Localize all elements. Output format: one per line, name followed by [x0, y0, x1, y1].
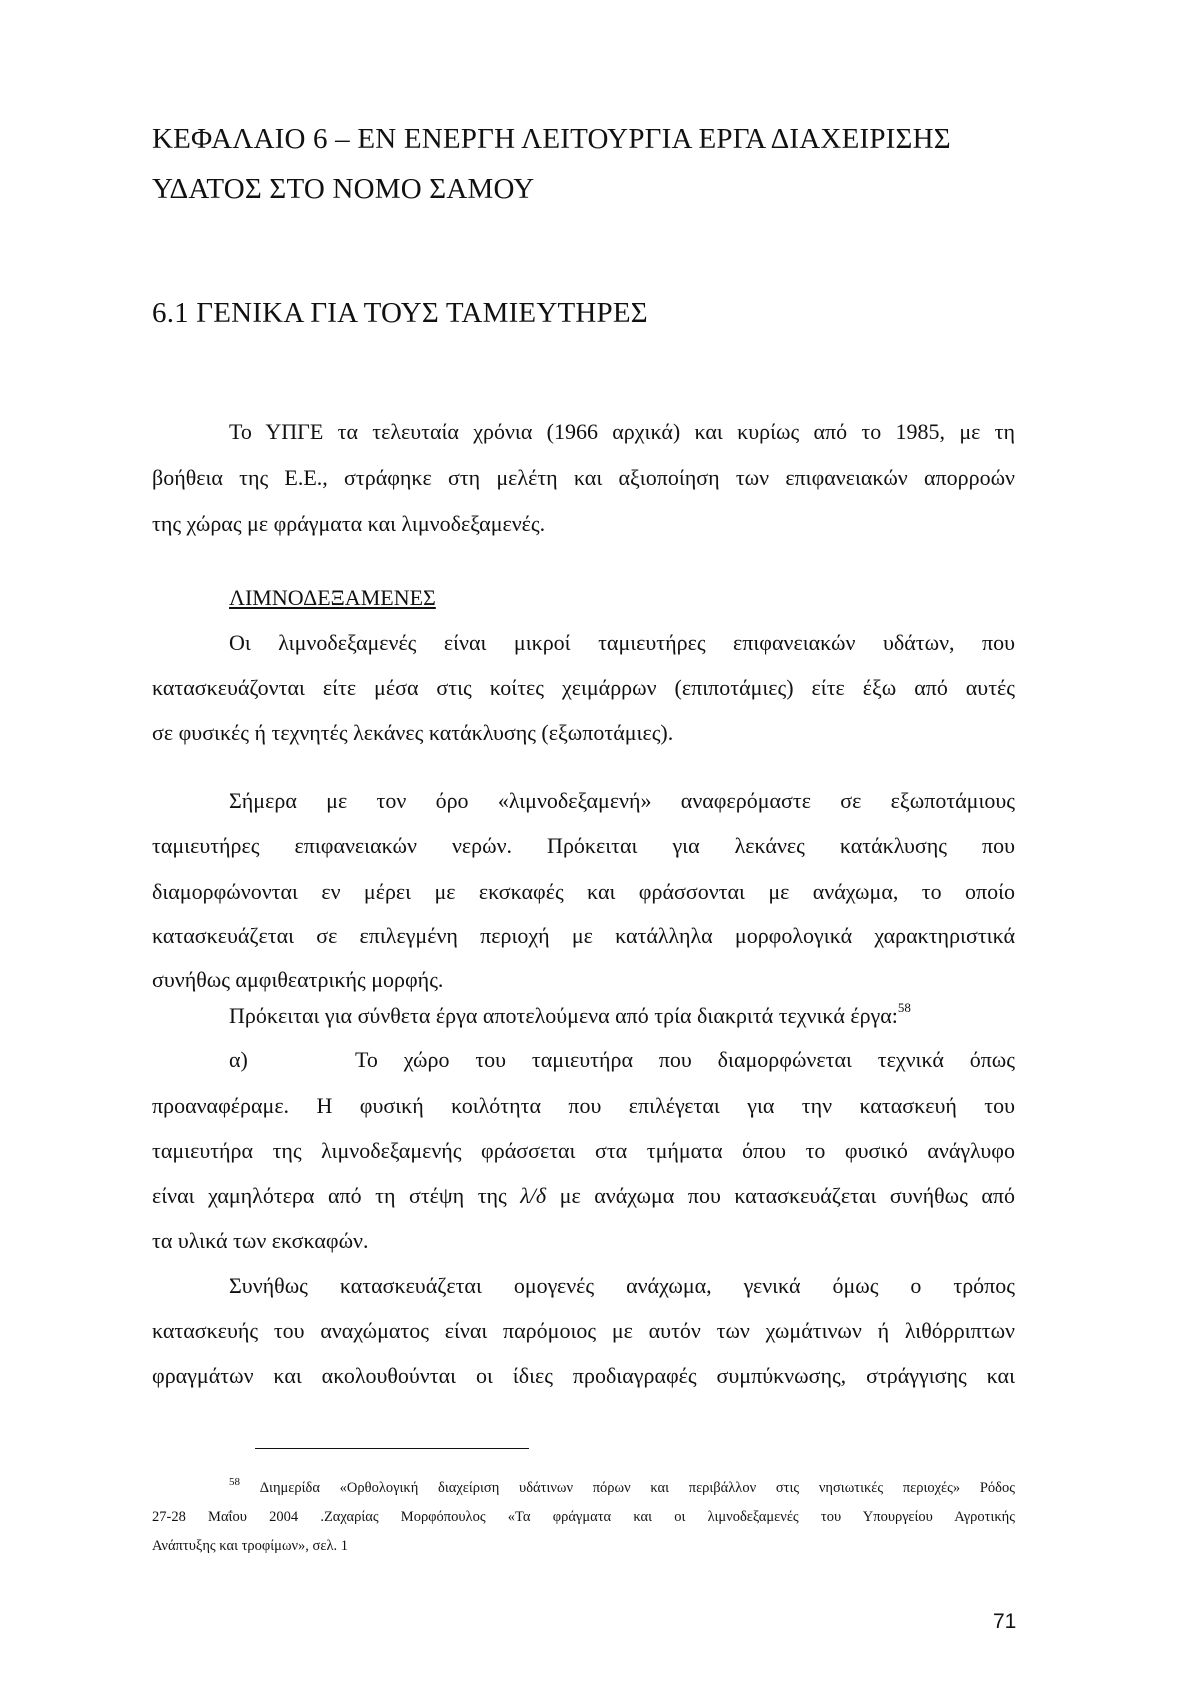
paragraph-text: Πρόκειται για σύνθετα έργα αποτελούμενα από τρία διακριτά τεχνικά έργα:: [229, 1003, 898, 1028]
footnote-line: Ανάπτυξης και τροφίμων», σελ. 1: [152, 1538, 348, 1554]
list-item-line: ταμιευτήρα της λιμνοδεξαμενής φράσσεται στα τμήματα όπου το φυσικό ανάγλυφο: [152, 1138, 1015, 1163]
paragraph-line: φραγμάτων και ακολουθούνται οι ίδιες προδιαγραφές συμπύκνωσης, στράγγισης και: [152, 1363, 1015, 1388]
paragraph-line: Οι λιμνοδεξαμενές είναι μικροί ταμιευτήρες επιφανειακών υδάτων, που: [229, 630, 1015, 655]
intro-line: της χώρας με φράγματα και λιμνοδεξαμενές.: [152, 511, 546, 536]
paragraph-line: ταμιευτήρες επιφανειακών νερών. Πρόκειται για λεκάνες κατάκλυσης που: [152, 833, 1015, 858]
intro-line: Το ΥΠΓΕ τα τελευταία χρόνια (1966 αρχικά) και κυρίως από το 1985, με τη: [229, 419, 1015, 444]
page-number: 71: [993, 1610, 1017, 1633]
list-item-text: με ανάχωμα που κατασκευάζεται συνήθως από: [546, 1183, 1015, 1208]
list-item-text: είναι χαμηλότερα από τη στέψη της: [152, 1183, 521, 1208]
paragraph-line: διαμορφώνονται εν μέρει με εκσκαφές και φράσσονται με ανάχωμα, το οποίο: [152, 879, 1015, 904]
chapter-title-line2: ΥΔΑΤΟΣ ΣΤΟ ΝΟΜΟ ΣΑΜΟΥ: [152, 173, 535, 205]
footnote-number: 58: [229, 1476, 240, 1488]
list-item-line: [152, 1183, 1015, 1209]
paragraph-line: κατασκευάζονται είτε μέσα στις κοίτες χειμάρρων (επιποτάμιες) είτε έξω από αυτές: [152, 675, 1015, 700]
footnote-reference: 58: [897, 1000, 911, 1015]
list-marker: α): [229, 1047, 248, 1072]
list-item-line: Το χώρο του ταμιευτήρα που διαμορφώνεται τεχνικά όπως: [355, 1047, 1015, 1072]
subheading: ΛΙΜΝΟΔΕΞΑΜΕΝΕΣ: [229, 585, 436, 610]
paragraph-line: Σήμερα με τον όρο «λιμνοδεξαμενή» αναφερόμαστε σε εξωποτάμιους: [229, 788, 1015, 813]
chapter-title-line1: ΚΕΦΑΛΑΙΟ 6 – ΕΝ ΕΝΕΡΓΗ ΛΕΙΤΟΥΡΓΙΑ ΕΡΓΑ ΔΙΑΧΕΙΡΙΣΗΣ: [152, 123, 951, 155]
paragraph-line: συνήθως αμφιθεατρικής μορφής.: [152, 967, 444, 992]
footnote-line: 27-28 Μαΐου 2004 .Ζαχαρίας Μορφόπουλος «Τα φράγματα και οι λιμνοδεξαμενές του Υπουργείου Αγροτικής: [152, 1509, 1015, 1525]
footnote-line: [229, 1476, 1015, 1497]
intro-line: βοήθεια της Ε.Ε., στράφηκε στη μελέτη και αξιοποίηση των επιφανειακών απορροών: [152, 465, 1015, 490]
abbreviation-italic: λ/δ: [520, 1183, 547, 1208]
list-item-line: προαναφέραμε. Η φυσική κοιλότητα που επιλέγεται για την κατασκευή του: [152, 1093, 1015, 1118]
footnote-text: Διημερίδα «Ορθολογική διαχείριση υδάτινων πόρων και περιβάλλον στις νησιωτικές περιοχές» Ρόδος: [259, 1480, 1015, 1496]
paragraph-line: [229, 1000, 911, 1029]
list-item-line: τα υλικά των εκσκαφών.: [152, 1228, 369, 1253]
paragraph-line: κατασκευής του αναχώματος είναι παρόμοιος με αυτόν των χωμάτινων ή λιθόρριπτων: [152, 1318, 1015, 1343]
paragraph-line: σε φυσικές ή τεχνητές λεκάνες κατάκλυσης (εξωποτάμιες).: [152, 720, 674, 745]
paragraph-line: Συνήθως κατασκευάζεται ομογενές ανάχωμα, γενικά όμως ο τρόπος: [229, 1273, 1015, 1298]
paragraph-line: κατασκευάζεται σε επιλεγμένη περιοχή με κατάλληλα μορφολογικά χαρακτηριστικά: [152, 923, 1015, 948]
footnote-separator: [255, 1448, 529, 1449]
section-title: 6.1 ΓΕΝΙΚΑ ΓΙΑ ΤΟΥΣ ΤΑΜΙΕΥΤΗΡΕΣ: [152, 297, 648, 329]
